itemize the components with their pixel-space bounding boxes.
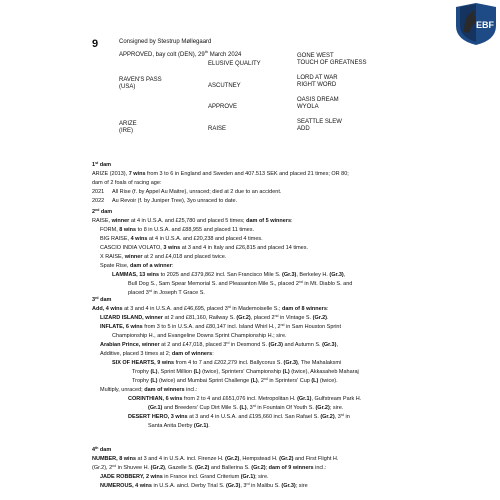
text-run: , 2 xyxy=(257,378,264,384)
third-dam-line xyxy=(92,377,414,386)
text-run: Spate Rise, xyxy=(100,263,130,269)
text-run: (Gr.2), 2 xyxy=(92,465,113,471)
text-run: JADE ROBBERY xyxy=(100,474,143,480)
pedigree-sire: RAVEN'S PASS (USA) xyxy=(119,77,162,90)
text-run: in Vintage S. xyxy=(278,315,313,321)
text-run: (Gr.1) xyxy=(297,396,312,402)
text-run: CASCIO INDIA VOLATO, xyxy=(100,245,164,251)
text-run: , xyxy=(343,272,346,278)
text-run: and Ballerina S. xyxy=(209,465,252,471)
text-run: in Joseph T Grace S. xyxy=(151,290,205,296)
text-run: (Gr.2) xyxy=(315,405,330,411)
text-run: at 2 and £4,018 and placed twice. xyxy=(142,254,227,260)
first-dam-line xyxy=(92,170,414,179)
text-run: , 9 wins xyxy=(154,360,175,366)
text-run: , 6 wins xyxy=(162,396,183,402)
text-run: (Gr.2) xyxy=(320,414,335,420)
second-dam-heading xyxy=(92,208,414,217)
third-dam-line: Championship H., and Evangeline Downs Sprint Championship H.; sire. xyxy=(112,333,287,339)
text-run: (twice), Sprinters' Championship xyxy=(200,369,283,375)
text-run: DESERT HERO xyxy=(128,414,168,420)
third-dam-line: Additive, placed 3 times at 2; dam of winners: xyxy=(100,351,214,357)
text-run: (Gr.2) xyxy=(224,456,240,462)
pedigree-sire-sire: ELUSIVE QUALITY xyxy=(208,61,261,67)
text-run: at 3 and 4 in U.S.A. and £195,660 incl. San Rafael S. xyxy=(187,414,321,420)
second-dam-line xyxy=(92,235,414,244)
text-run: (L) xyxy=(250,378,258,384)
fourth-dam-section xyxy=(92,446,414,491)
first-dam-section xyxy=(92,161,414,206)
text-run: rd xyxy=(227,305,231,309)
text-run: (Gr.3) xyxy=(225,483,241,489)
text-run: ; sire xyxy=(295,483,308,489)
text-run: All Rise (f. by Appel Au Maitre), unraced; died at 2 due to an accident. xyxy=(112,189,282,195)
text-run: , Gulfstream Park H. xyxy=(311,396,362,402)
text-run: and Breeders' Cup Dirt Mile S. xyxy=(162,405,240,411)
text-run: FORM, xyxy=(100,227,120,233)
text-run: at 2 and £81,160, Railway S. xyxy=(162,315,237,321)
third-dam-section xyxy=(92,296,414,431)
text-run: . xyxy=(327,315,329,321)
text-run: dam of winners xyxy=(144,387,185,393)
text-run: nd xyxy=(280,323,285,327)
third-dam-line: Add, 4 wins at 3 and 4 in U.S.A. and £46,695, placed 3rd in Mademoiselle S.; dam of 8 winners: xyxy=(92,305,329,312)
text-run: th xyxy=(95,446,99,450)
third-dam-line xyxy=(92,359,414,368)
text-run: 3 wins xyxy=(163,245,181,251)
text-run: dam of 5 winners xyxy=(246,218,292,224)
pedigree-dam-sire: APPROVE xyxy=(208,104,238,110)
second-dam-line: RAISE, winner at 4 in U.S.A. and £25,780 and placed 5 times; dam of 5 winners: xyxy=(92,218,293,224)
text-run: (Gr.2) xyxy=(150,465,165,471)
text-run: incl.: xyxy=(313,465,327,471)
text-run: nd xyxy=(95,208,100,212)
text-run: (Gr.3) xyxy=(329,272,344,278)
third-dam-line xyxy=(92,422,414,431)
text-run: Multiply, unraced; xyxy=(100,387,145,393)
text-run: from 3 to 6 in England and Sweden and 407.513 SEK and placed 21 times; OR 80; xyxy=(145,171,349,177)
third-dam-line xyxy=(92,395,414,404)
text-run: winner xyxy=(111,218,130,224)
third-dam-line xyxy=(92,341,414,350)
text-run: RAISE, xyxy=(92,218,112,224)
text-run: rd xyxy=(246,482,250,486)
second-dam-line xyxy=(92,253,414,262)
text-run: (Gr.1) xyxy=(240,474,256,480)
text-run: , 2 wins xyxy=(142,474,163,480)
text-run: 7 wins xyxy=(128,171,146,177)
text-run: at 3 and 4 in U.S.A. and £46,695, placed 3 xyxy=(122,306,228,312)
pedigree-dam: ARIZE (IRE) xyxy=(119,121,137,134)
third-dam-line xyxy=(92,404,414,413)
text-run: dam xyxy=(98,447,112,453)
fourth-dam-heading xyxy=(92,446,414,455)
text-run: (Gr.2) xyxy=(236,315,251,321)
pedigree-dam-dam: RAISE xyxy=(208,126,227,132)
text-run: 4 wins xyxy=(130,236,148,242)
text-run: Santa Anita Derby xyxy=(148,423,194,429)
text-run: (Gr.3) xyxy=(282,272,297,278)
text-run: Additive, placed 3 times at 2; xyxy=(100,351,172,357)
second-dam-line: Spate Rise, dam of a winner: xyxy=(100,263,174,269)
text-run: at 4 in U.S.A. and £20,238 and placed 4 times. xyxy=(147,236,263,242)
text-run: , xyxy=(336,342,338,348)
text-run: in Malibu S. xyxy=(249,483,282,489)
text-run: st xyxy=(95,161,99,165)
text-run: . xyxy=(208,423,210,429)
text-run: rd xyxy=(226,341,230,345)
text-run: and First Flight H. xyxy=(293,456,339,462)
fourth-dam-line xyxy=(92,455,414,464)
text-run: in U.S.A. aincl. Derby Trial S. xyxy=(151,483,226,489)
text-run: 4 xyxy=(92,447,96,453)
text-run: winner xyxy=(124,254,143,260)
text-run: dam xyxy=(99,209,113,215)
text-run: X RAISE, xyxy=(100,254,125,260)
text-run: Trophy xyxy=(132,369,151,375)
text-run: nd xyxy=(112,464,117,468)
text-run: , winner xyxy=(138,342,160,348)
text-run: Bull Dog S., Sam Spear Memorial S. and Pleasanton Mile S., placed 2 xyxy=(128,281,299,287)
second-dam-line xyxy=(92,226,414,235)
text-run: NUMBER xyxy=(92,456,117,462)
text-run: CORINTHIAN xyxy=(128,396,163,402)
text-run: (Gr.1) xyxy=(193,423,209,429)
text-run: (L) xyxy=(282,369,290,375)
text-run: in Desmond S. xyxy=(229,342,269,348)
text-run: (Gr.3) xyxy=(281,483,296,489)
text-run: ; sire. xyxy=(255,474,269,480)
pedigree-sire-dam: ASCUTNEY xyxy=(208,83,241,89)
text-run: nd xyxy=(298,280,303,284)
text-run: Arabian Prince xyxy=(100,342,139,348)
text-run: dam of 9 winners xyxy=(268,465,314,471)
pedigree-sds: LORD AT WAR RIGHT WORD xyxy=(297,75,338,88)
text-run: placed 3 xyxy=(128,290,149,296)
text-run: ; xyxy=(265,465,269,471)
text-run: , Berkeley H. xyxy=(296,272,330,278)
text-run: , 3 xyxy=(246,405,253,411)
fourth-dam-line xyxy=(92,464,414,473)
text-run: (Gr.1) xyxy=(148,405,163,411)
text-run: INFLATE xyxy=(100,324,123,330)
text-run: in Mademoiselle S.; xyxy=(230,306,282,312)
pedigree-sss: GONE WEST TOUCH OF GREATNESS xyxy=(297,53,367,66)
text-run: to 2025 and £379,862 incl. San Francisco Mile S. xyxy=(159,272,282,278)
text-run: to 8 in U.S.A. and £88,955 and placed 11 times. xyxy=(136,227,254,233)
text-run: (Gr.2) xyxy=(312,315,328,321)
text-run: in Mt. Diablo S. and xyxy=(302,281,353,287)
text-run: , 3 xyxy=(334,414,341,420)
logo-text: EBF xyxy=(476,20,494,30)
text-run: , Gazelle S. xyxy=(165,465,195,471)
text-run: LAMMAS xyxy=(112,272,137,278)
pedigree-dds: SEATTLE SLEW ADD xyxy=(297,119,342,132)
text-run: (L) xyxy=(311,378,319,384)
third-dam-line xyxy=(92,314,414,323)
text-run: LIZARD ISLAND xyxy=(100,315,143,321)
text-run: (twice), Akkasaheb Maharaj xyxy=(289,369,359,375)
text-run: in Fountain Of Youth S. xyxy=(255,405,316,411)
approved-line: APPROVED, bay colt (DEN), 29th March 2024 xyxy=(119,49,242,58)
text-run: (Gr.2) xyxy=(279,456,294,462)
text-run: , winner xyxy=(142,315,163,321)
text-run: (Gr.3) xyxy=(268,342,283,348)
text-run: 1 xyxy=(92,162,96,168)
second-dam-section xyxy=(92,208,414,298)
third-dam-line xyxy=(92,323,414,332)
text-run: , Sprint Million xyxy=(157,369,194,375)
text-run: dam of winners xyxy=(171,351,213,357)
second-dam-line xyxy=(92,280,414,289)
third-dam-heading xyxy=(92,296,414,305)
text-run: in xyxy=(343,414,350,420)
text-run: SIX OF HEARTS xyxy=(112,360,155,366)
text-run: dam xyxy=(98,162,112,168)
text-run: nd xyxy=(274,314,279,318)
first-dam-line: dam of 2 foals of racing age: xyxy=(92,180,162,186)
third-dam-line xyxy=(92,368,414,377)
text-run: at 3 and 4 in U.S.A. incl. Firenze H. xyxy=(136,456,225,462)
consignor-line: Consigned by Stestrup Møllegaard xyxy=(119,39,212,45)
text-run: , 6 wins xyxy=(122,324,143,330)
text-run: in Shuvee H. xyxy=(116,465,151,471)
text-run: , 8 wins xyxy=(116,456,137,462)
text-run: 2022 xyxy=(92,198,105,204)
text-run: in Sam Houston Sprint xyxy=(284,324,342,330)
text-run: 2021 xyxy=(92,189,105,195)
third-dam-line xyxy=(92,413,414,422)
text-run: nd xyxy=(263,377,268,381)
text-run: (Gr.3) xyxy=(283,360,298,366)
text-run: , 4 wins xyxy=(132,483,152,489)
text-run: 3 xyxy=(92,297,96,303)
second-dam-line xyxy=(92,244,414,253)
pedigree-dss: OASIS DREAM WYOLA xyxy=(297,97,339,110)
text-run: BIG RAISE, xyxy=(100,236,131,242)
text-run: at 3 and 4 in Italy and £26,815 and placed 14 times. xyxy=(180,245,309,251)
text-run: (twice). xyxy=(318,378,338,384)
text-run: Au Revoir (f. by Juniper Tree), 3yo unraced to date. xyxy=(112,198,238,204)
text-run: from 2 to 4 and £651,076 incl. Metropolitan H. xyxy=(182,396,298,402)
text-run: (Gr.2) xyxy=(194,465,210,471)
second-dam-line xyxy=(92,271,414,280)
text-run: , placed 2 xyxy=(250,315,275,321)
text-run: (L) xyxy=(150,369,158,375)
text-run: dam of a winner xyxy=(129,263,172,269)
text-run: , 13 wins xyxy=(136,272,160,278)
text-run: in Sprinters' Cup xyxy=(267,378,312,384)
foal-row xyxy=(92,188,414,197)
text-run: 2 xyxy=(92,209,96,215)
text-run: , 3 xyxy=(240,483,247,489)
text-run: (L) xyxy=(193,369,201,375)
text-run: NUMEROUS xyxy=(100,483,133,489)
text-run: rd xyxy=(95,296,99,300)
text-run: Add xyxy=(92,306,103,312)
text-run: , Hempstead H. xyxy=(239,456,280,462)
lot-header xyxy=(119,38,241,60)
text-run: from 3 to 5 in U.S.A. and £80,147 incl. Island Whirl H., 2 xyxy=(142,324,281,330)
text-run: in France incl. Grand Criterium xyxy=(162,474,241,480)
text-run: and Autumn S. xyxy=(282,342,323,348)
third-dam-line xyxy=(92,386,414,395)
text-run: (twice) and Mumbai Sprint Challenge xyxy=(157,378,251,384)
ebf-logo xyxy=(454,2,498,46)
text-run: (L) xyxy=(150,378,158,384)
text-run: rd xyxy=(148,289,152,293)
text-run: incl.: xyxy=(184,387,198,393)
text-run: (Gr.2) xyxy=(251,465,266,471)
text-run: from 4 to 7 and £202,279 incl. Ballycorus S. xyxy=(174,360,284,366)
lot-number: 9 xyxy=(92,38,99,50)
text-run: , 3 wins xyxy=(167,414,188,420)
text-run: (Gr.3) xyxy=(322,342,337,348)
text-run: dam of 8 winners xyxy=(281,306,327,312)
text-run: , 4 wins xyxy=(102,306,123,312)
text-run: at 2 and £47,018, placed 3 xyxy=(159,342,227,348)
text-run: Trophy xyxy=(132,378,151,384)
text-run: rd xyxy=(340,413,344,417)
text-run: 8 wins xyxy=(119,227,137,233)
foal-row xyxy=(92,197,414,206)
fourth-dam-line xyxy=(92,482,414,491)
text-run: dam xyxy=(98,297,112,303)
text-run: ; sire. xyxy=(329,405,344,411)
text-run: ARIZE (2013), xyxy=(92,171,129,177)
text-run: at 4 in U.S.A. and £25,780 and placed 5 times; xyxy=(129,218,247,224)
text-run: , The Mahalaksmi xyxy=(297,360,342,366)
text-run: (L) xyxy=(239,405,247,411)
fourth-dam-line xyxy=(92,473,414,482)
first-dam-heading xyxy=(92,161,414,170)
text-run: rd xyxy=(252,404,256,408)
